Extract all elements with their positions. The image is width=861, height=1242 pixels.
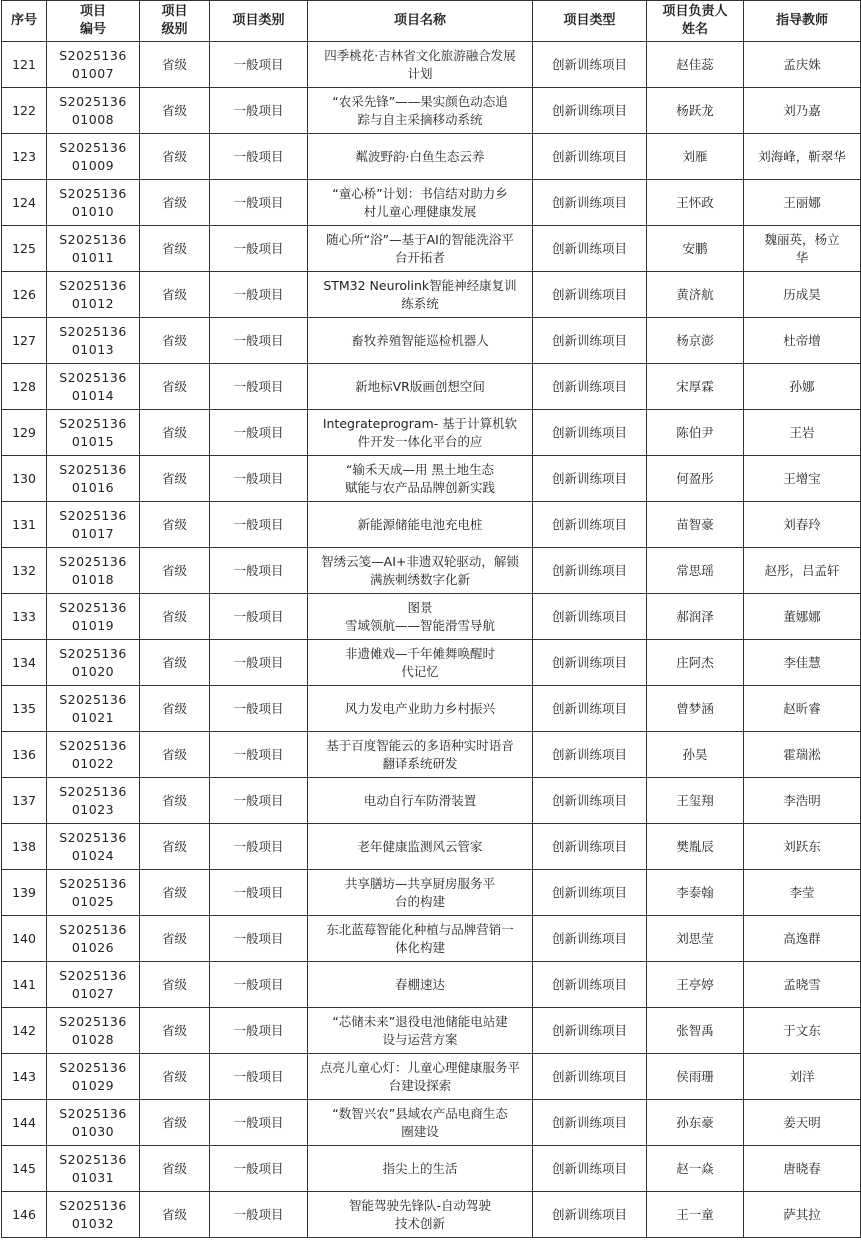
cell-type: 创新训练项目 <box>533 732 647 778</box>
header-advisor: 指导教师 <box>744 1 861 42</box>
cell-level: 省级 <box>140 502 210 548</box>
cell-no: 122 <box>2 88 47 134</box>
cell-no: 139 <box>2 870 47 916</box>
table-body <box>2 42 861 1238</box>
cell-code: S2025136 01028 <box>47 1008 140 1054</box>
cell-leader: 孙东豪 <box>647 1100 744 1146</box>
table-row <box>2 1008 861 1054</box>
cell-project-name: “童心桥”计划：书信结对助力乡 村儿童心理健康发展 <box>308 180 533 226</box>
cell-project-name: 指尖上的生活 <box>308 1146 533 1192</box>
table-row <box>2 180 861 226</box>
cell-no: 129 <box>2 410 47 456</box>
cell-no: 131 <box>2 502 47 548</box>
cell-type: 创新训练项目 <box>533 272 647 318</box>
cell-leader: 何盈彤 <box>647 456 744 502</box>
cell-advisor: 萨其拉 <box>744 1192 861 1238</box>
cell-level: 省级 <box>140 962 210 1008</box>
cell-type: 创新训练项目 <box>533 88 647 134</box>
cell-level: 省级 <box>140 1146 210 1192</box>
table-row <box>2 456 861 502</box>
cell-project-name: 新能源储能电池充电桩 <box>308 502 533 548</box>
cell-advisor: 李莹 <box>744 870 861 916</box>
cell-type: 创新训练项目 <box>533 916 647 962</box>
cell-project-name: “数智兴农”县域农产品电商生态 圈建设 <box>308 1100 533 1146</box>
header-row <box>2 1 861 42</box>
cell-no: 138 <box>2 824 47 870</box>
cell-project-name: Integrateprogram- 基于计算机软 件开发一体化平台的应 <box>308 410 533 456</box>
cell-code: S2025136 01008 <box>47 88 140 134</box>
cell-type: 创新训练项目 <box>533 1146 647 1192</box>
cell-level: 省级 <box>140 318 210 364</box>
cell-category: 一般项目 <box>210 870 308 916</box>
cell-advisor: 孟庆姝 <box>744 42 861 88</box>
cell-code: S2025136 01025 <box>47 870 140 916</box>
cell-no: 123 <box>2 134 47 180</box>
cell-category: 一般项目 <box>210 1146 308 1192</box>
table-row <box>2 870 861 916</box>
cell-type: 创新训练项目 <box>533 548 647 594</box>
cell-project-name: 共享膳坊—共享厨房服务平 台的构建 <box>308 870 533 916</box>
cell-project-name: 东北蓝莓智能化种植与品牌营销一 体化构建 <box>308 916 533 962</box>
cell-type: 创新训练项目 <box>533 640 647 686</box>
cell-advisor: 赵昕睿 <box>744 686 861 732</box>
header-leader: 项目负责人 姓名 <box>647 1 744 42</box>
cell-no: 145 <box>2 1146 47 1192</box>
cell-no: 132 <box>2 548 47 594</box>
cell-category: 一般项目 <box>210 456 308 502</box>
table-row <box>2 594 861 640</box>
cell-code: S2025136 01024 <box>47 824 140 870</box>
header-name: 项目名称 <box>308 1 533 42</box>
cell-no: 121 <box>2 42 47 88</box>
header-category: 项目类别 <box>210 1 308 42</box>
cell-level: 省级 <box>140 134 210 180</box>
cell-advisor: 李浩明 <box>744 778 861 824</box>
table-row <box>2 732 861 778</box>
cell-advisor: 唐晓春 <box>744 1146 861 1192</box>
cell-level: 省级 <box>140 732 210 778</box>
cell-code: S2025136 01020 <box>47 640 140 686</box>
cell-code: S2025136 01030 <box>47 1100 140 1146</box>
cell-type: 创新训练项目 <box>533 594 647 640</box>
cell-category: 一般项目 <box>210 686 308 732</box>
cell-project-name: “输禾天成—用 黑土地生态 赋能与农产品品牌创新实践 <box>308 456 533 502</box>
cell-no: 136 <box>2 732 47 778</box>
cell-project-name: “芯储未来”退役电池储能电站建 设与运营方案 <box>308 1008 533 1054</box>
cell-no: 134 <box>2 640 47 686</box>
cell-advisor: 刘乃嘉 <box>744 88 861 134</box>
table-row <box>2 1192 861 1238</box>
cell-code: S2025136 01011 <box>47 226 140 272</box>
cell-leader: 王玺翔 <box>647 778 744 824</box>
cell-level: 省级 <box>140 548 210 594</box>
cell-code: S2025136 01007 <box>47 42 140 88</box>
cell-level: 省级 <box>140 916 210 962</box>
table-row <box>2 640 861 686</box>
cell-advisor: 王丽娜 <box>744 180 861 226</box>
cell-category: 一般项目 <box>210 88 308 134</box>
cell-no: 130 <box>2 456 47 502</box>
header-level: 项目 级别 <box>140 1 210 42</box>
cell-code: S2025136 01016 <box>47 456 140 502</box>
table-row <box>2 824 861 870</box>
cell-no: 128 <box>2 364 47 410</box>
cell-no: 146 <box>2 1192 47 1238</box>
cell-advisor: 杜帝增 <box>744 318 861 364</box>
cell-type: 创新训练项目 <box>533 42 647 88</box>
cell-advisor: 高逸群 <box>744 916 861 962</box>
cell-leader: 陈伯尹 <box>647 410 744 456</box>
cell-leader: 常思瑶 <box>647 548 744 594</box>
cell-level: 省级 <box>140 272 210 318</box>
header-no: 序号 <box>2 1 47 42</box>
cell-type: 创新训练项目 <box>533 364 647 410</box>
cell-leader: 郝润泽 <box>647 594 744 640</box>
header-code: 项目 编号 <box>47 1 140 42</box>
table-row <box>2 916 861 962</box>
cell-category: 一般项目 <box>210 226 308 272</box>
cell-project-name: 老年健康监测风云管家 <box>308 824 533 870</box>
cell-leader: 刘思莹 <box>647 916 744 962</box>
cell-code: S2025136 01032 <box>47 1192 140 1238</box>
cell-category: 一般项目 <box>210 272 308 318</box>
cell-type: 创新训练项目 <box>533 410 647 456</box>
cell-advisor: 霍瑞淞 <box>744 732 861 778</box>
cell-no: 135 <box>2 686 47 732</box>
cell-advisor: 历成昊 <box>744 272 861 318</box>
cell-advisor: 魏丽英，杨立 华 <box>744 226 861 272</box>
cell-category: 一般项目 <box>210 824 308 870</box>
cell-project-name: 粼波野韵·白鱼生态云养 <box>308 134 533 180</box>
cell-category: 一般项目 <box>210 640 308 686</box>
cell-no: 143 <box>2 1054 47 1100</box>
cell-advisor: 李佳慧 <box>744 640 861 686</box>
cell-project-name: 点亮儿童心灯：儿童心理健康服务平 台建设探索 <box>308 1054 533 1100</box>
cell-category: 一般项目 <box>210 502 308 548</box>
cell-code: S2025136 01012 <box>47 272 140 318</box>
cell-code: S2025136 01026 <box>47 916 140 962</box>
cell-level: 省级 <box>140 1054 210 1100</box>
cell-code: S2025136 01018 <box>47 548 140 594</box>
cell-no: 127 <box>2 318 47 364</box>
cell-category: 一般项目 <box>210 962 308 1008</box>
cell-leader: 李泰翰 <box>647 870 744 916</box>
cell-type: 创新训练项目 <box>533 226 647 272</box>
cell-leader: 黄济航 <box>647 272 744 318</box>
cell-code: S2025136 01010 <box>47 180 140 226</box>
cell-category: 一般项目 <box>210 1008 308 1054</box>
cell-type: 创新训练项目 <box>533 502 647 548</box>
cell-code: S2025136 01014 <box>47 364 140 410</box>
cell-project-name: 智绣云笺—AI+非遗双轮驱动，解锁 满族刺绣数字化新 <box>308 548 533 594</box>
cell-project-name: 风力发电产业助力乡村振兴 <box>308 686 533 732</box>
cell-category: 一般项目 <box>210 180 308 226</box>
cell-type: 创新训练项目 <box>533 1054 647 1100</box>
cell-level: 省级 <box>140 594 210 640</box>
cell-category: 一般项目 <box>210 732 308 778</box>
cell-leader: 宋厚霖 <box>647 364 744 410</box>
cell-project-name: 电动自行车防滑装置 <box>308 778 533 824</box>
cell-type: 创新训练项目 <box>533 134 647 180</box>
cell-level: 省级 <box>140 364 210 410</box>
cell-type: 创新训练项目 <box>533 962 647 1008</box>
cell-advisor: 孙娜 <box>744 364 861 410</box>
cell-category: 一般项目 <box>210 42 308 88</box>
table-row <box>2 1146 861 1192</box>
cell-project-name: STM32 Neurolink智能神经康复训 练系统 <box>308 272 533 318</box>
cell-no: 124 <box>2 180 47 226</box>
cell-level: 省级 <box>140 456 210 502</box>
cell-leader: 庄阿杰 <box>647 640 744 686</box>
cell-no: 144 <box>2 1100 47 1146</box>
cell-level: 省级 <box>140 88 210 134</box>
cell-level: 省级 <box>140 180 210 226</box>
cell-leader: 杨京澎 <box>647 318 744 364</box>
cell-code: S2025136 01019 <box>47 594 140 640</box>
cell-level: 省级 <box>140 824 210 870</box>
cell-type: 创新训练项目 <box>533 870 647 916</box>
cell-leader: 曾梦涵 <box>647 686 744 732</box>
cell-project-name: 四季桃花·吉林省文化旅游融合发展 计划 <box>308 42 533 88</box>
table-row <box>2 548 861 594</box>
cell-leader: 赵一焱 <box>647 1146 744 1192</box>
table-row <box>2 686 861 732</box>
table-row <box>2 410 861 456</box>
cell-category: 一般项目 <box>210 318 308 364</box>
table-row <box>2 88 861 134</box>
cell-level: 省级 <box>140 1008 210 1054</box>
cell-advisor: 刘跃东 <box>744 824 861 870</box>
cell-leader: 张智禹 <box>647 1008 744 1054</box>
cell-category: 一般项目 <box>210 916 308 962</box>
cell-category: 一般项目 <box>210 778 308 824</box>
cell-level: 省级 <box>140 1192 210 1238</box>
cell-advisor: 姜天明 <box>744 1100 861 1146</box>
cell-no: 126 <box>2 272 47 318</box>
cell-category: 一般项目 <box>210 1100 308 1146</box>
cell-leader: 刘雁 <box>647 134 744 180</box>
cell-category: 一般项目 <box>210 1192 308 1238</box>
cell-advisor: 王岩 <box>744 410 861 456</box>
table-row <box>2 1054 861 1100</box>
cell-no: 137 <box>2 778 47 824</box>
cell-project-name: 图景 雪域领航——智能滑雪导航 <box>308 594 533 640</box>
table-row <box>2 502 861 548</box>
cell-project-name: 随心所“浴”—基于AI的智能洗浴平 台开拓者 <box>308 226 533 272</box>
cell-code: S2025136 01023 <box>47 778 140 824</box>
cell-category: 一般项目 <box>210 1054 308 1100</box>
cell-project-name: 非遗傩戏—千年傩舞唤醒时 代记忆 <box>308 640 533 686</box>
cell-level: 省级 <box>140 640 210 686</box>
cell-project-name: 春棚速达 <box>308 962 533 1008</box>
table-row <box>2 134 861 180</box>
cell-category: 一般项目 <box>210 364 308 410</box>
cell-code: S2025136 01013 <box>47 318 140 364</box>
cell-leader: 王亭婷 <box>647 962 744 1008</box>
cell-advisor: 孟晓雪 <box>744 962 861 1008</box>
cell-level: 省级 <box>140 42 210 88</box>
table-row <box>2 778 861 824</box>
cell-type: 创新训练项目 <box>533 824 647 870</box>
cell-category: 一般项目 <box>210 134 308 180</box>
cell-code: S2025136 01027 <box>47 962 140 1008</box>
cell-code: S2025136 01022 <box>47 732 140 778</box>
cell-leader: 赵佳蕊 <box>647 42 744 88</box>
cell-project-name: 智能驾驶先锋队-自动驾驶 技术创新 <box>308 1192 533 1238</box>
cell-code: S2025136 01009 <box>47 134 140 180</box>
cell-leader: 侯雨珊 <box>647 1054 744 1100</box>
cell-no: 140 <box>2 916 47 962</box>
cell-project-name: 新地标VR版画创想空间 <box>308 364 533 410</box>
cell-leader: 杨跃龙 <box>647 88 744 134</box>
cell-no: 142 <box>2 1008 47 1054</box>
table-row <box>2 226 861 272</box>
cell-type: 创新训练项目 <box>533 318 647 364</box>
cell-leader: 樊胤辰 <box>647 824 744 870</box>
cell-type: 创新训练项目 <box>533 778 647 824</box>
cell-type: 创新训练项目 <box>533 686 647 732</box>
cell-no: 133 <box>2 594 47 640</box>
cell-type: 创新训练项目 <box>533 1100 647 1146</box>
cell-leader: 安鹏 <box>647 226 744 272</box>
cell-category: 一般项目 <box>210 548 308 594</box>
cell-level: 省级 <box>140 410 210 456</box>
cell-type: 创新训练项目 <box>533 180 647 226</box>
cell-advisor: 于文东 <box>744 1008 861 1054</box>
cell-advisor: 刘海峰，靳翠华 <box>744 134 861 180</box>
cell-level: 省级 <box>140 1100 210 1146</box>
cell-project-name: 畜牧养殖智能巡检机器人 <box>308 318 533 364</box>
cell-leader: 孙昊 <box>647 732 744 778</box>
cell-project-name: “农采先锋”——果实颜色动态追 踪与自主采摘移动系统 <box>308 88 533 134</box>
cell-advisor: 王增宝 <box>744 456 861 502</box>
table-row <box>2 42 861 88</box>
table-row <box>2 318 861 364</box>
cell-code: S2025136 01031 <box>47 1146 140 1192</box>
header-type: 项目类型 <box>533 1 647 42</box>
cell-type: 创新训练项目 <box>533 456 647 502</box>
table-row <box>2 962 861 1008</box>
cell-advisor: 刘洋 <box>744 1054 861 1100</box>
table-row <box>2 364 861 410</box>
cell-code: S2025136 01029 <box>47 1054 140 1100</box>
cell-level: 省级 <box>140 226 210 272</box>
cell-code: S2025136 01015 <box>47 410 140 456</box>
cell-level: 省级 <box>140 686 210 732</box>
cell-leader: 苗智豪 <box>647 502 744 548</box>
cell-category: 一般项目 <box>210 594 308 640</box>
cell-project-name: 基于百度智能云的多语种实时语音 翻译系统研发 <box>308 732 533 778</box>
cell-type: 创新训练项目 <box>533 1008 647 1054</box>
cell-leader: 王一童 <box>647 1192 744 1238</box>
table-row <box>2 1100 861 1146</box>
cell-no: 141 <box>2 962 47 1008</box>
cell-code: S2025136 01021 <box>47 686 140 732</box>
cell-level: 省级 <box>140 870 210 916</box>
cell-leader: 王怀政 <box>647 180 744 226</box>
table-row <box>2 272 861 318</box>
cell-category: 一般项目 <box>210 410 308 456</box>
project-table <box>1 0 861 1238</box>
cell-level: 省级 <box>140 778 210 824</box>
cell-advisor: 董娜娜 <box>744 594 861 640</box>
cell-no: 125 <box>2 226 47 272</box>
cell-advisor: 赵彤，吕孟轩 <box>744 548 861 594</box>
cell-type: 创新训练项目 <box>533 1192 647 1238</box>
cell-code: S2025136 01017 <box>47 502 140 548</box>
cell-advisor: 刘春玲 <box>744 502 861 548</box>
